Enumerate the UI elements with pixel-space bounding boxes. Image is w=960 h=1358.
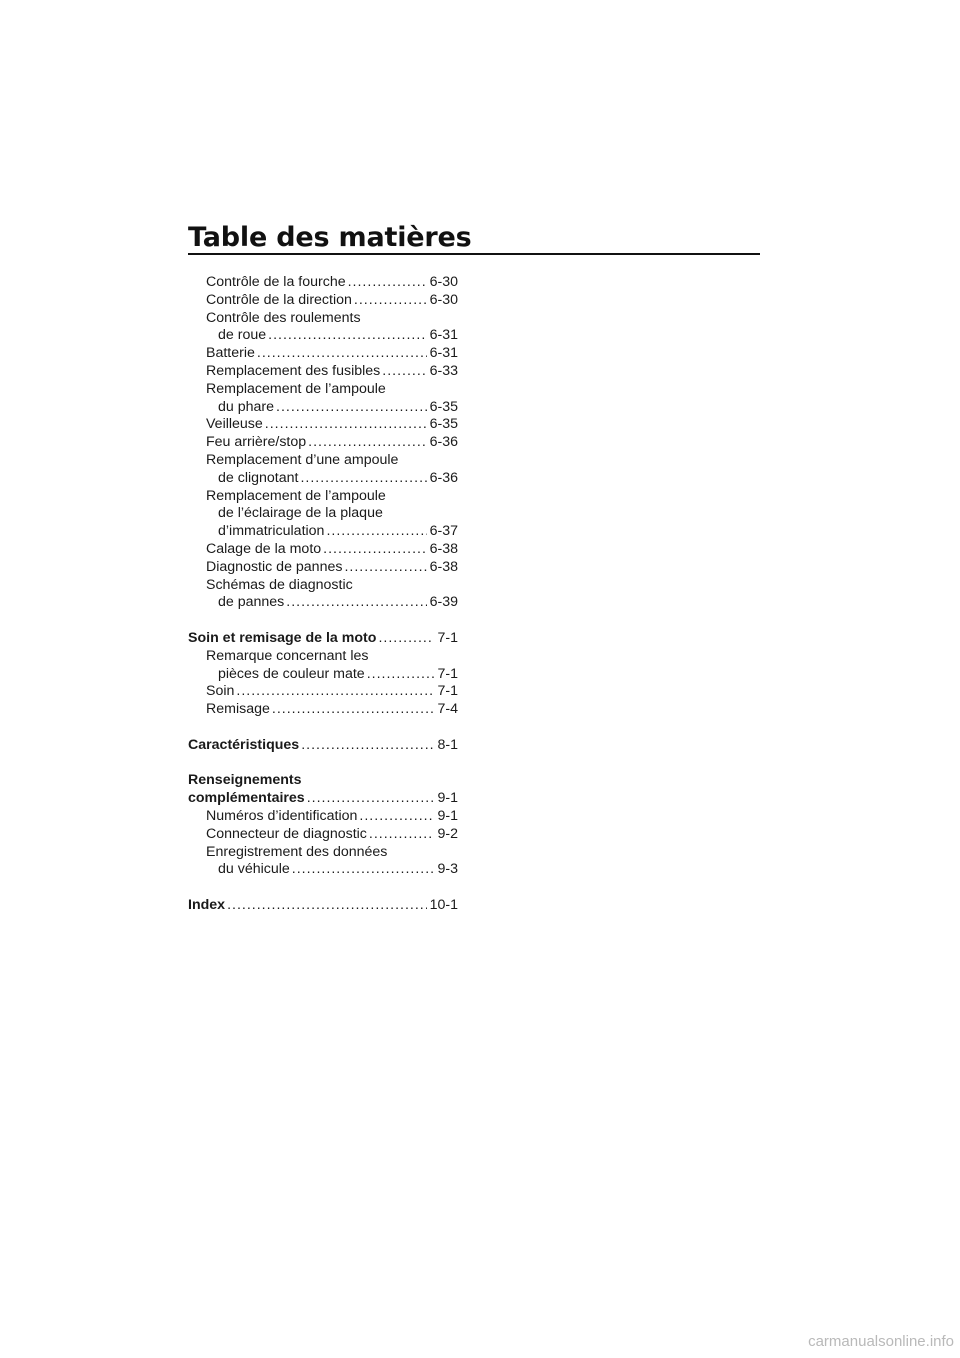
dot-leader bbox=[286, 594, 426, 612]
toc-entry-label: du phare bbox=[218, 398, 275, 415]
toc-entry bbox=[188, 488, 458, 506]
toc-entry-page-number: 9-1 bbox=[437, 790, 458, 807]
toc-entry-page-number: 10-1 bbox=[429, 896, 458, 913]
toc-entry[interactable] bbox=[188, 701, 458, 719]
dot-leader bbox=[292, 861, 435, 879]
dot-leader bbox=[344, 559, 426, 577]
toc-entry-page-number: 9-3 bbox=[437, 861, 458, 878]
toc-entry[interactable] bbox=[188, 399, 458, 417]
toc-entry-label: de l’éclairage de la plaque bbox=[218, 505, 383, 522]
toc-section-entry[interactable] bbox=[188, 630, 458, 648]
dot-leader bbox=[378, 630, 434, 648]
dot-leader bbox=[354, 292, 427, 310]
toc-entry-page-number: 7-1 bbox=[437, 629, 458, 646]
toc-entry[interactable] bbox=[188, 541, 458, 559]
toc-entry-label: Contrôle de la fourche bbox=[206, 274, 346, 290]
toc-entry-label: Schémas de diagnostic bbox=[206, 576, 353, 593]
toc-entry[interactable] bbox=[188, 826, 458, 844]
toc-entry-label: Calage de la moto bbox=[206, 540, 322, 557]
dot-leader bbox=[300, 470, 426, 488]
toc-entry-label: Index bbox=[188, 896, 226, 913]
toc-entry-label: Remplacement d’une ampoule bbox=[206, 451, 399, 468]
dot-leader bbox=[359, 808, 434, 826]
dot-leader bbox=[308, 434, 426, 452]
toc-entry[interactable] bbox=[188, 861, 458, 879]
toc-entry-page-number: 6-38 bbox=[429, 558, 458, 575]
toc-entry-label: Batterie bbox=[206, 345, 255, 362]
toc-entry-label: Feu arrière/stop bbox=[206, 434, 307, 451]
dot-leader bbox=[276, 399, 427, 417]
toc-entry[interactable] bbox=[188, 523, 458, 541]
toc-entry-label: de pannes bbox=[218, 594, 285, 611]
toc-section-entry[interactable] bbox=[188, 790, 458, 808]
toc-entry-page-number: 6-31 bbox=[429, 327, 458, 344]
page-title: Table des matières bbox=[188, 222, 472, 253]
dot-leader bbox=[236, 683, 434, 701]
toc-entry-label: Contrôle de la direction bbox=[206, 291, 352, 308]
toc-entry-label: Remplacement des fusibles bbox=[206, 362, 381, 379]
toc-entry-page-number: 7-1 bbox=[437, 683, 458, 700]
toc-entry-page-number: 7-4 bbox=[437, 701, 458, 718]
toc-entry-page-number: 9-2 bbox=[437, 825, 458, 842]
toc-entry[interactable] bbox=[188, 808, 458, 826]
toc-entry-label: Caractéristiques bbox=[188, 736, 300, 753]
toc-entry-page-number: 6-30 bbox=[429, 274, 458, 290]
dot-leader bbox=[227, 897, 427, 915]
toc-entry-label: Diagnostic de pannes bbox=[206, 558, 343, 575]
dot-leader bbox=[301, 737, 434, 755]
toc-entry[interactable] bbox=[188, 434, 458, 452]
toc-entry-label: Veilleuse bbox=[206, 416, 263, 433]
toc-entry-label: de clignotant bbox=[218, 469, 299, 486]
toc-entry-label: Remarque concernant les bbox=[206, 647, 369, 664]
toc-entry[interactable] bbox=[188, 363, 458, 381]
dot-leader bbox=[382, 363, 426, 381]
toc-entry bbox=[188, 310, 458, 328]
dot-leader bbox=[326, 523, 426, 541]
table-of-contents bbox=[188, 274, 458, 915]
toc-entry-label: Numéros d’identification bbox=[206, 807, 358, 824]
toc-entry[interactable] bbox=[188, 470, 458, 488]
toc-entry-page-number: 6-33 bbox=[429, 362, 458, 379]
toc-entry-page-number: 6-38 bbox=[429, 540, 458, 557]
toc-entry bbox=[188, 452, 458, 470]
toc-entry-label: du véhicule bbox=[218, 861, 290, 878]
toc-entry-label: Remplacement de l’ampoule bbox=[206, 380, 386, 397]
toc-entry-page-number: 6-30 bbox=[429, 291, 458, 308]
toc-entry-label: Connecteur de diagnostic bbox=[206, 825, 367, 842]
dot-leader bbox=[257, 345, 427, 363]
dot-leader bbox=[348, 274, 427, 292]
dot-leader bbox=[307, 790, 435, 808]
toc-entry-page-number: 6-35 bbox=[429, 416, 458, 433]
toc-section-entry[interactable] bbox=[188, 897, 458, 915]
toc-entry-label: Remplacement de l’ampoule bbox=[206, 487, 386, 504]
toc-entry[interactable] bbox=[188, 327, 458, 345]
toc-entry-page-number: 7-1 bbox=[437, 665, 458, 682]
dot-leader bbox=[369, 826, 435, 844]
toc-entry-label: d’immatriculation bbox=[218, 523, 325, 540]
toc-entry-label: Remisage bbox=[206, 701, 270, 718]
dot-leader bbox=[323, 541, 426, 559]
dot-leader bbox=[268, 327, 426, 345]
toc-entry bbox=[188, 844, 458, 862]
toc-entry[interactable] bbox=[188, 559, 458, 577]
toc-entry[interactable] bbox=[188, 683, 458, 701]
toc-entry[interactable] bbox=[188, 345, 458, 363]
toc-entry[interactable] bbox=[188, 292, 458, 310]
toc-entry-page-number: 6-35 bbox=[429, 398, 458, 415]
footer-watermark: carmanualsonline.info bbox=[808, 1333, 954, 1350]
toc-entry-label: Renseignements bbox=[188, 772, 302, 789]
toc-section-entry bbox=[188, 772, 458, 790]
toc-section-entry[interactable] bbox=[188, 737, 458, 755]
toc-entry-label: Soin bbox=[206, 683, 235, 700]
toc-entry bbox=[188, 648, 458, 666]
toc-entry-page-number: 6-39 bbox=[429, 594, 458, 611]
toc-entry-page-number: 6-31 bbox=[429, 345, 458, 362]
toc-entry-page-number: 6-37 bbox=[429, 523, 458, 540]
toc-entry-label: Contrôle des roulements bbox=[206, 309, 361, 326]
dot-leader bbox=[265, 416, 427, 434]
toc-entry[interactable] bbox=[188, 594, 458, 612]
toc-entry-label: pièces de couleur mate bbox=[218, 665, 365, 682]
dot-leader bbox=[272, 701, 435, 719]
dot-leader bbox=[367, 666, 435, 684]
toc-entry[interactable] bbox=[188, 416, 458, 434]
toc-entry bbox=[188, 577, 458, 595]
toc-entry-label: complémentaires bbox=[188, 790, 305, 807]
toc-entry-page-number: 6-36 bbox=[429, 469, 458, 486]
toc-entry[interactable] bbox=[188, 666, 458, 684]
toc-entry-label: de roue bbox=[218, 327, 267, 344]
toc-entry-page-number: 8-1 bbox=[437, 736, 458, 753]
toc-entry bbox=[188, 381, 458, 399]
toc-entry[interactable] bbox=[188, 274, 458, 292]
toc-entry-page-number: 9-1 bbox=[437, 807, 458, 824]
toc-entry-label: Soin et remisage de la moto bbox=[188, 629, 377, 646]
toc-entry-label: Enregistrement des données bbox=[206, 843, 388, 860]
toc-entry-page-number: 6-36 bbox=[429, 434, 458, 451]
title-divider bbox=[188, 253, 760, 255]
toc-entry bbox=[188, 505, 458, 523]
